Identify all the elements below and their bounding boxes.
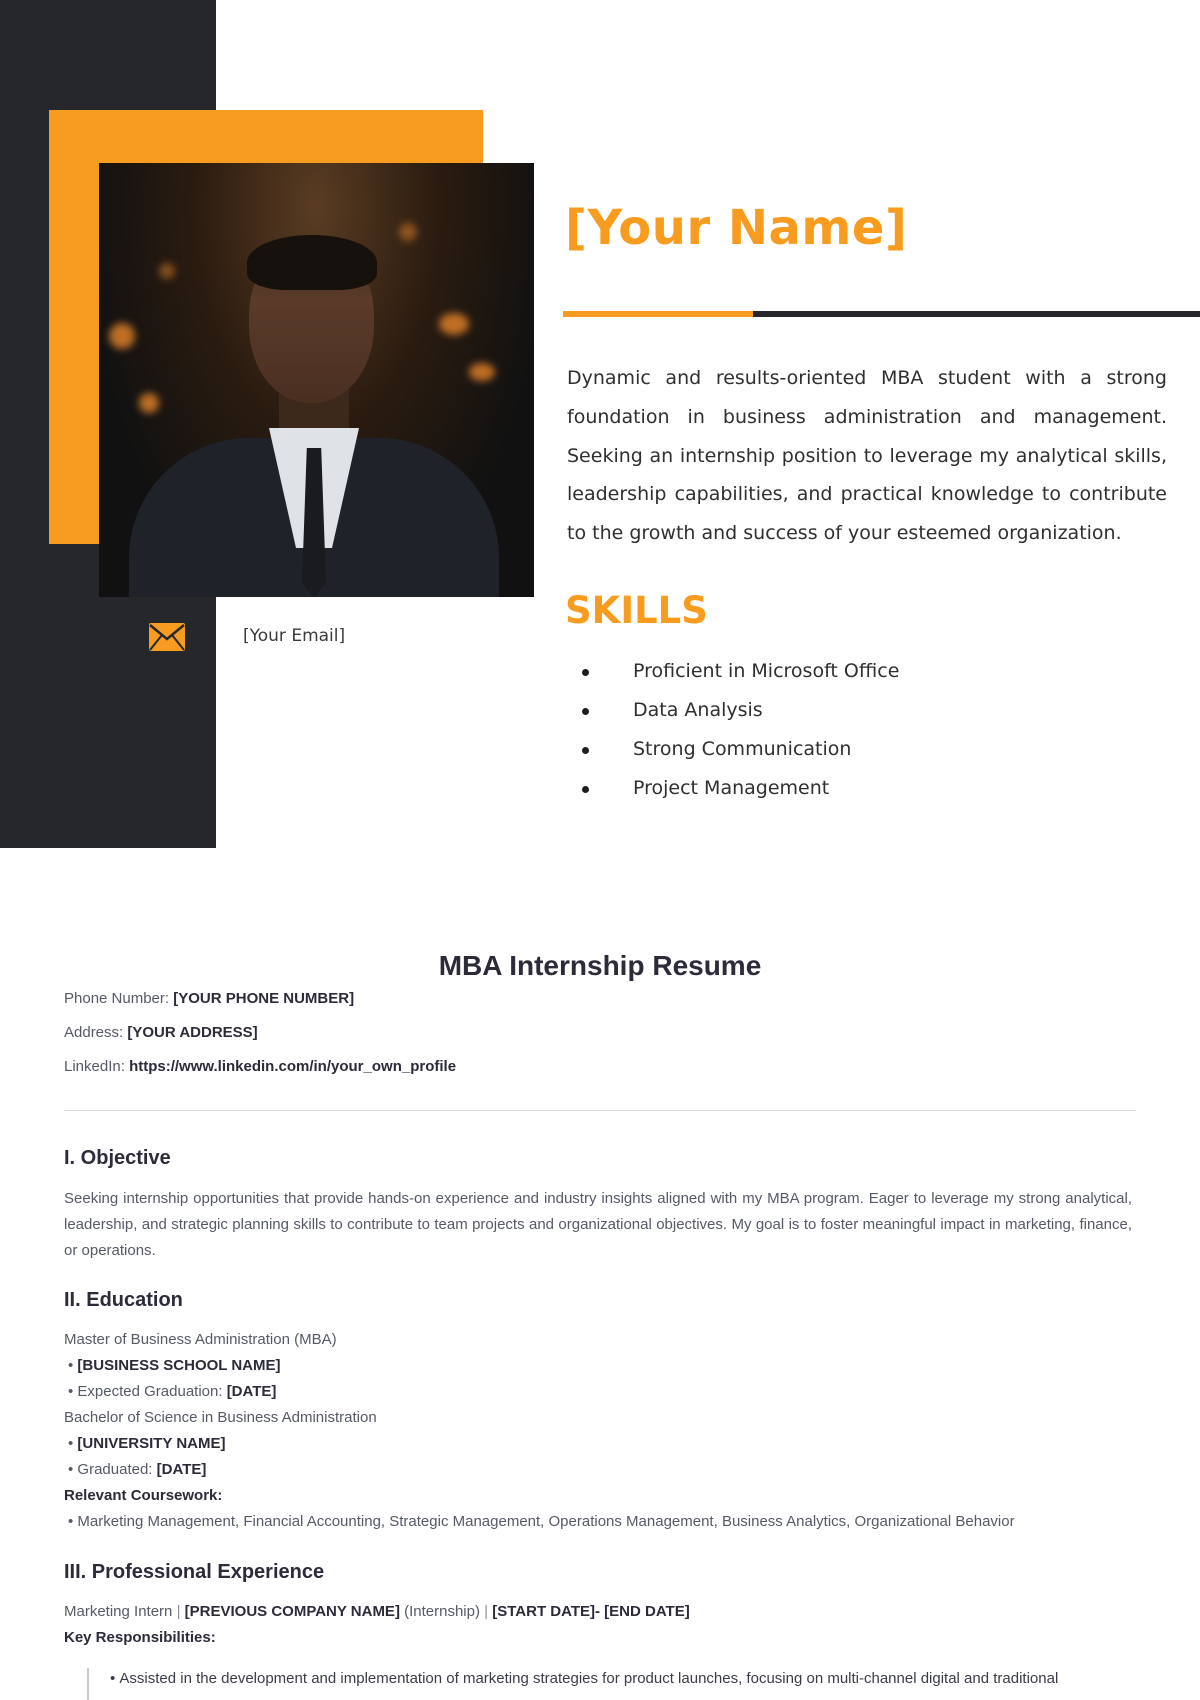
blockquote-bar [87, 1668, 89, 1700]
linkedin-link[interactable]: https://www.linkedin.com/in/your_own_profile [129, 1058, 457, 1075]
email-text: [Your Email] [243, 626, 346, 646]
coursework-label: Relevant Coursework: [64, 1487, 223, 1504]
section-divider [64, 1110, 1136, 1111]
coursework-item: • Marketing Management, Financial Accounting, Strategic Management, Operations Management, Business Analytics, Organizational Behavior [68, 1513, 1015, 1530]
bullet-icon [582, 786, 589, 793]
objective-heading: I. Objective [64, 1147, 171, 1169]
job-line: Marketing Intern | [PREVIOUS COMPANY NAME] (Internship) | [START DATE]- [END DATE] [64, 1603, 690, 1620]
linkedin-line: LinkedIn: https://www.linkedin.com/in/your_own_profile [64, 1058, 457, 1075]
skills-list [580, 652, 899, 808]
degree-mba: Master of Business Administration (MBA) [64, 1331, 337, 1348]
degree-bs: Bachelor of Science in Business Administration [64, 1409, 377, 1426]
experience-heading: III. Professional Experience [64, 1561, 325, 1583]
profile-summary: Dynamic and results-oriented MBA student with a strong foundation in business administration and management. Seeking an internship position to leverage my analytical skills, leadership capabilities, and practical knowledge to contribute to the growth and success of your esteemed organization. [567, 367, 1167, 545]
mba-graduation-item: • Expected Graduation: [DATE] [68, 1383, 277, 1400]
bullet-icon [582, 669, 589, 676]
candidate-name: [Your Name] [565, 200, 908, 256]
profile-photo [99, 163, 534, 597]
skill-item: Project Management [580, 769, 899, 808]
mba-school-item: • [BUSINESS SCHOOL NAME] [68, 1357, 281, 1374]
envelope-icon [148, 622, 186, 652]
skill-item: Proficient in Microsoft Office [580, 652, 899, 691]
bs-school-item: • [UNIVERSITY NAME] [68, 1435, 226, 1452]
skills-heading: SKILLS [565, 589, 708, 632]
objective-text: Seeking internship opportunities that provide hands-on experience and industry insights aligned with my MBA program. Eager to leverage my strong analytical, leadership, and strategic planning skills to contribute to team projects and organizational objectives. My goal is to foster meaningful impact in marketing, finance, or operations. [64, 1190, 1132, 1259]
bullet-icon [582, 747, 589, 754]
document-title: MBA Internship Resume [438, 950, 762, 981]
address-line: Address: [YOUR ADDRESS] [64, 1024, 258, 1041]
bullet-icon [582, 708, 589, 715]
responsibilities-label: Key Responsibilities: [64, 1629, 216, 1646]
divider-accent [563, 311, 753, 317]
skill-item: Strong Communication [580, 730, 899, 769]
responsibility-item: • Assisted in the development and implementation of marketing strategies for product launches, focusing on multi-channel digital and traditional [110, 1670, 1059, 1687]
education-heading: II. Education [64, 1289, 183, 1311]
phone-line: Phone Number: [YOUR PHONE NUMBER] [64, 990, 355, 1007]
divider-dark [753, 311, 1200, 317]
bs-graduation-item: • Graduated: [DATE] [68, 1461, 207, 1478]
skill-item: Data Analysis [580, 691, 899, 730]
